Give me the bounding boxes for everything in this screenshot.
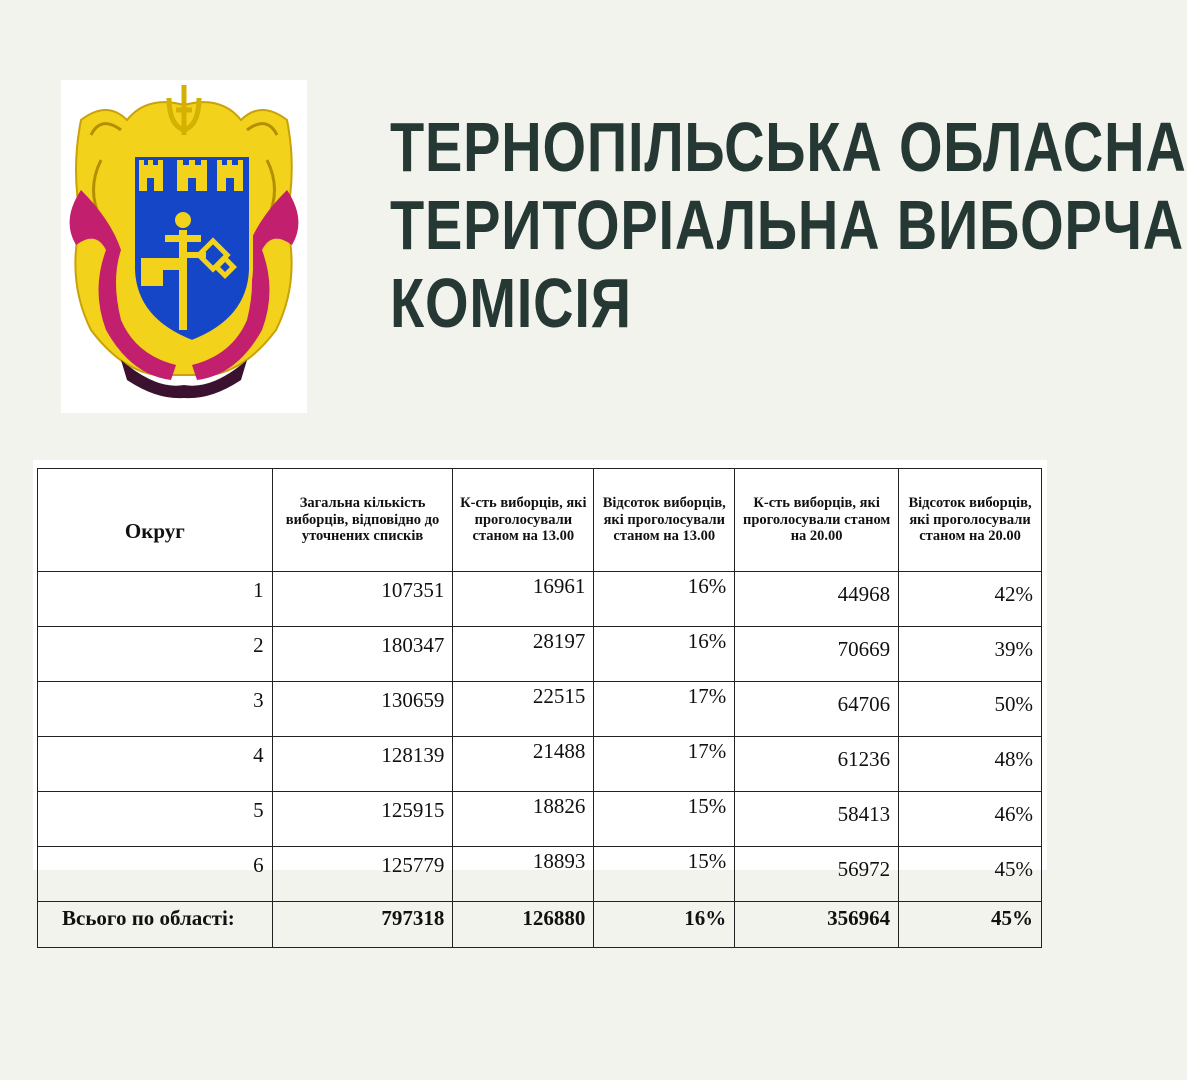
column-header-percent-20: Відсоток виборців, які проголосували станом на 20.00: [899, 469, 1042, 572]
title-line-1: ТЕРНОПІЛЬСЬКА ОБЛАСНА: [390, 108, 1187, 186]
cell-district: 4: [38, 737, 273, 792]
coat-of-arms-emblem: [61, 80, 307, 413]
cell-percent-13: 15%: [594, 792, 735, 847]
cell-voted-13: 16961: [453, 572, 594, 627]
table-header-row: [38, 469, 1042, 572]
cell-percent-20: 46%: [899, 792, 1042, 847]
cell-district: 2: [38, 627, 273, 682]
column-header-percent-13: Відсоток виборців, які проголосували станом на 13.00: [594, 469, 735, 572]
cell-voted-13: 21488: [453, 737, 594, 792]
total-voted-13: 126880: [453, 902, 594, 948]
coat-of-arms-icon: [61, 80, 307, 413]
cell-voted-20: 56972: [735, 847, 899, 902]
column-header-total-voters: Загальна кількість виборців, відповідно до уточнених списків: [272, 469, 453, 572]
table-row: [38, 572, 1042, 627]
table-row: [38, 682, 1042, 737]
cell-percent-20: 48%: [899, 737, 1042, 792]
cell-percent-20: 42%: [899, 572, 1042, 627]
cell-total-voters: 180347: [272, 627, 453, 682]
cell-voted-13: 22515: [453, 682, 594, 737]
total-voted-20: 356964: [735, 902, 899, 948]
cell-voted-20: 61236: [735, 737, 899, 792]
table-row: [38, 737, 1042, 792]
turnout-table-panel: [33, 460, 1047, 930]
cell-total-voters: 130659: [272, 682, 453, 737]
cell-total-voters: 128139: [272, 737, 453, 792]
cell-district: 3: [38, 682, 273, 737]
cell-percent-20: 39%: [899, 627, 1042, 682]
cell-total-voters: 125779: [272, 847, 453, 902]
table-row: [38, 627, 1042, 682]
cell-voted-20: 64706: [735, 682, 899, 737]
total-voters: 797318: [272, 902, 453, 948]
page-title: [390, 108, 1187, 342]
cell-percent-13: 16%: [594, 572, 735, 627]
column-header-voted-20: К-сть виборців, які проголосували станом на 20.00: [735, 469, 899, 572]
column-header-voted-13: К-сть виборців, які проголосували станом на 13.00: [453, 469, 594, 572]
cell-percent-13: 17%: [594, 682, 735, 737]
turnout-table: [37, 468, 1042, 948]
total-label: Всього по області:: [38, 902, 273, 948]
total-percent-13: 16%: [594, 902, 735, 948]
title-line-2: ТЕРИТОРІАЛЬНА ВИБОРЧА: [390, 186, 1184, 264]
table-total-row: [38, 902, 1042, 948]
cell-voted-13: 18826: [453, 792, 594, 847]
cell-district: 5: [38, 792, 273, 847]
cell-voted-20: 58413: [735, 792, 899, 847]
total-percent-20: 45%: [899, 902, 1042, 948]
cell-district: 1: [38, 572, 273, 627]
cell-percent-20: 45%: [899, 847, 1042, 902]
table-row: [38, 792, 1042, 847]
cell-voted-20: 44968: [735, 572, 899, 627]
cell-percent-20: 50%: [899, 682, 1042, 737]
cell-percent-13: 17%: [594, 737, 735, 792]
cell-district: 6: [38, 847, 273, 902]
table-row: [38, 847, 1042, 902]
cell-voted-13: 18893: [453, 847, 594, 902]
cell-percent-13: 16%: [594, 627, 735, 682]
cell-total-voters: 107351: [272, 572, 453, 627]
cell-voted-20: 70669: [735, 627, 899, 682]
cell-total-voters: 125915: [272, 792, 453, 847]
column-header-district: Округ: [38, 469, 273, 572]
cell-percent-13: 15%: [594, 847, 735, 902]
cell-voted-13: 28197: [453, 627, 594, 682]
title-line-3: КОМІСІЯ: [390, 264, 632, 342]
